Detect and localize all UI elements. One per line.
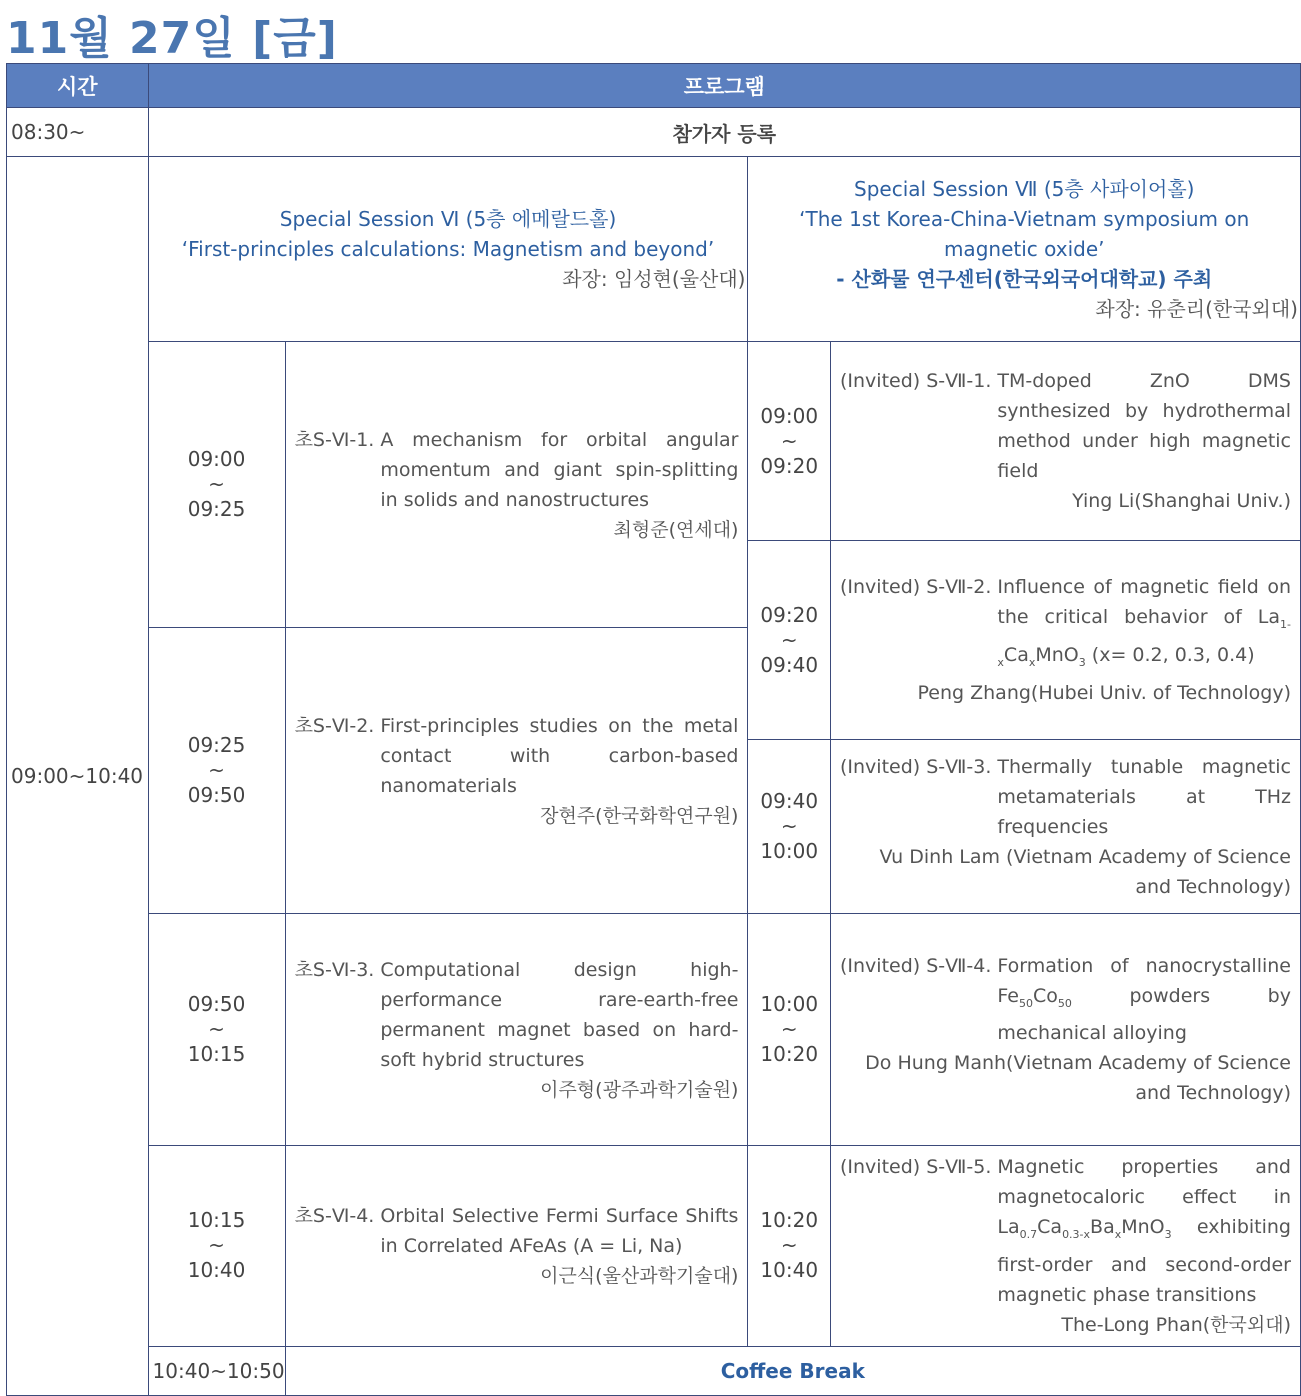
title-part: MnO	[1121, 1216, 1165, 1238]
talk-code: 초S-Ⅵ-1.	[294, 428, 375, 451]
vi-1-talk	[285, 342, 748, 628]
session-vii-line2: ‘The 1st Korea-China-Vietnam symposium on magnetic oxide’	[799, 207, 1250, 261]
title-sub: 3	[1078, 655, 1086, 669]
talk-title: TM-doped ZnO DMS synthesized by hydrothermal method under high magnetic field	[997, 370, 1291, 482]
title-part: exhibiting first-order and second-order magnetic phase transitions	[997, 1216, 1291, 1306]
registration-row	[7, 108, 1301, 157]
session-header-row	[7, 157, 1301, 342]
title-sub: 50	[1057, 996, 1072, 1010]
talk-code: (Invited) S-Ⅶ-1.	[840, 370, 992, 392]
time-sep: ~	[780, 1233, 798, 1258]
talk-code: 초S-Ⅵ-2.	[294, 714, 375, 737]
registration-label: 참가자 등록	[148, 108, 1300, 157]
time-sep: ~	[780, 1017, 798, 1041]
vi-3-talk	[285, 914, 748, 1146]
vi-4-talk	[285, 1146, 748, 1347]
time-start: 09:50	[187, 992, 246, 1016]
session-vi-chair: 좌장: 임성현(울산대)	[562, 267, 746, 291]
title-part: (x= 0.2, 0.3, 0.4)	[1085, 644, 1255, 666]
time-start: 10:00	[760, 992, 819, 1016]
title-part: MnO	[1035, 644, 1079, 666]
talk-title: Orbital Selective Fermi Surface Shifts in Correlated AFeAs (A = Li, Na)	[380, 1204, 739, 1257]
time-end: 10:15	[187, 1042, 246, 1066]
title-part: Formation of nanocrystalline Fe	[997, 954, 1291, 1007]
header-row	[7, 64, 1301, 108]
time-end: 10:40	[187, 1258, 246, 1283]
vii-5-talk	[831, 1146, 1301, 1347]
time-end: 10:00	[760, 839, 819, 863]
time-start: 09:25	[187, 733, 246, 757]
vi-2-talk	[285, 628, 748, 914]
talk-code: 초S-Ⅵ-4.	[294, 1204, 375, 1227]
title-sub: 50	[1019, 996, 1033, 1010]
talk-title	[997, 951, 1291, 1049]
talk-speaker: 장현주(한국화학연구원)	[540, 804, 739, 827]
session-vii-chair: 좌장: 유춘리(한국외대)	[1095, 297, 1298, 321]
title-part: Influence of magnetic field on the critical behavior of La	[997, 576, 1291, 629]
vi-3-time	[148, 914, 285, 1146]
talk-speaker: 이주형(광주과학기술원)	[540, 1078, 739, 1101]
time-end: 10:20	[760, 1042, 819, 1066]
time-end: 09:25	[187, 497, 246, 521]
vii-3-talk	[831, 740, 1301, 914]
time-start: 09:00	[187, 447, 246, 471]
title-sub: x	[1028, 655, 1036, 669]
header-program: 프로그램	[148, 64, 1300, 108]
time-start: 10:15	[187, 1208, 246, 1233]
vii-4-talk	[831, 914, 1301, 1146]
vii-1-talk	[831, 342, 1301, 541]
coffee-label: Coffee Break	[285, 1346, 1300, 1395]
talk-speaker: Do Hung Manh(Vietnam Academy of Science and Technology)	[865, 1052, 1291, 1105]
title-sub: x	[1114, 1227, 1122, 1241]
session-vii-header	[748, 157, 1301, 342]
schedule-row	[7, 914, 1301, 939]
talk-speaker: 최형준(연세대)	[613, 518, 739, 541]
header-time: 시간	[7, 64, 149, 108]
vi-1-time	[148, 342, 285, 628]
time-sep: ~	[208, 472, 225, 496]
vii-2-time	[748, 541, 831, 740]
title-sub: 3	[1164, 1227, 1172, 1241]
vi-2-time	[148, 628, 285, 914]
schedule-row	[7, 342, 1301, 541]
block-time: 09:00~10:40	[7, 157, 149, 1396]
talk-code: (Invited) S-Ⅶ-4.	[840, 954, 992, 977]
vii-3-time	[748, 740, 831, 914]
talk-speaker: Ying Li(Shanghai Univ.)	[1072, 490, 1291, 512]
session-vii-line3: - 산화물 연구센터(한국외국어대학교) 주최	[836, 267, 1213, 291]
time-start: 09:20	[760, 602, 819, 627]
vii-1-time	[748, 342, 831, 541]
coffee-time: 10:40~10:50	[148, 1346, 285, 1395]
vi-4-time	[148, 1146, 285, 1347]
title-part: Ca	[1003, 644, 1029, 666]
session-vii-line1: Special Session Ⅶ (5층 사파이어홀)	[854, 177, 1195, 201]
talk-title	[997, 572, 1291, 678]
time-start: 10:20	[760, 1208, 819, 1233]
title-part: Ba	[1090, 1216, 1115, 1238]
talk-title: A mechanism for orbital angular momentum and giant spin-splitting in solids and nanostructures	[380, 428, 739, 511]
time-sep: ~	[208, 1017, 225, 1041]
vii-2-talk	[831, 541, 1301, 740]
title-sub: 1-x	[997, 618, 1291, 669]
program-table	[6, 63, 1301, 1396]
coffee-break-row	[7, 1346, 1301, 1395]
time-start: 09:00	[760, 403, 819, 428]
schedule-row	[7, 1146, 1301, 1347]
time-sep: ~	[208, 758, 225, 782]
time-sep: ~	[780, 814, 798, 838]
time-start: 09:40	[760, 789, 819, 813]
vii-4-time	[748, 914, 831, 1146]
talk-speaker: Peng Zhang(Hubei Univ. of Technology)	[917, 681, 1291, 704]
time-end: 09:50	[187, 783, 246, 807]
title-part: Co	[1033, 984, 1058, 1007]
talk-title: Computational design high-performance rare-earth-free permanent magnet based on hard-soft hybrid structures	[380, 958, 739, 1071]
time-sep: ~	[780, 428, 798, 453]
talk-code: (Invited) S-Ⅶ-2.	[840, 576, 992, 599]
talk-title	[997, 1152, 1291, 1310]
talk-speaker: The-Long Phan(한국외대)	[1061, 1313, 1291, 1336]
title-part: powders by mechanical alloying	[997, 984, 1291, 1045]
talk-speaker: Vu Dinh Lam (Vietnam Academy of Science and Technology)	[879, 845, 1291, 898]
talk-speaker: 이근식(울산과학기술대)	[540, 1264, 739, 1287]
vii-5-time	[748, 1146, 831, 1347]
time-end: 09:20	[760, 453, 819, 478]
title-part: Ca	[1037, 1216, 1063, 1238]
talk-code: 초S-Ⅵ-3.	[294, 958, 375, 981]
title-sub: 0.7	[1019, 1227, 1038, 1241]
talk-title: Thermally tunable magnetic metamaterials at THz frequencies	[997, 755, 1291, 838]
title-part: Magnetic properties and magnetocaloric effect in La	[997, 1156, 1291, 1238]
registration-time: 08:30~	[7, 108, 149, 157]
talk-code: (Invited) S-Ⅶ-5.	[840, 1156, 992, 1178]
time-sep: ~	[208, 1233, 225, 1258]
page-title: 11월 27일 [금]	[6, 13, 338, 64]
title-sub: 0.3-x	[1062, 1227, 1091, 1241]
talk-code: (Invited) S-Ⅶ-3.	[840, 755, 992, 778]
time-sep: ~	[780, 627, 798, 652]
time-end: 09:40	[760, 652, 819, 677]
talk-title: First-principles studies on the metal contact with carbon-based nanomaterials	[380, 714, 739, 797]
time-end: 10:40	[760, 1258, 819, 1283]
session-vi-header	[148, 157, 748, 342]
session-vi-line1: Special Session Ⅵ (5층 에메랄드홀)	[279, 207, 617, 231]
session-vi-line2: ‘First-principles calculations: Magnetism and beyond’	[181, 237, 715, 261]
